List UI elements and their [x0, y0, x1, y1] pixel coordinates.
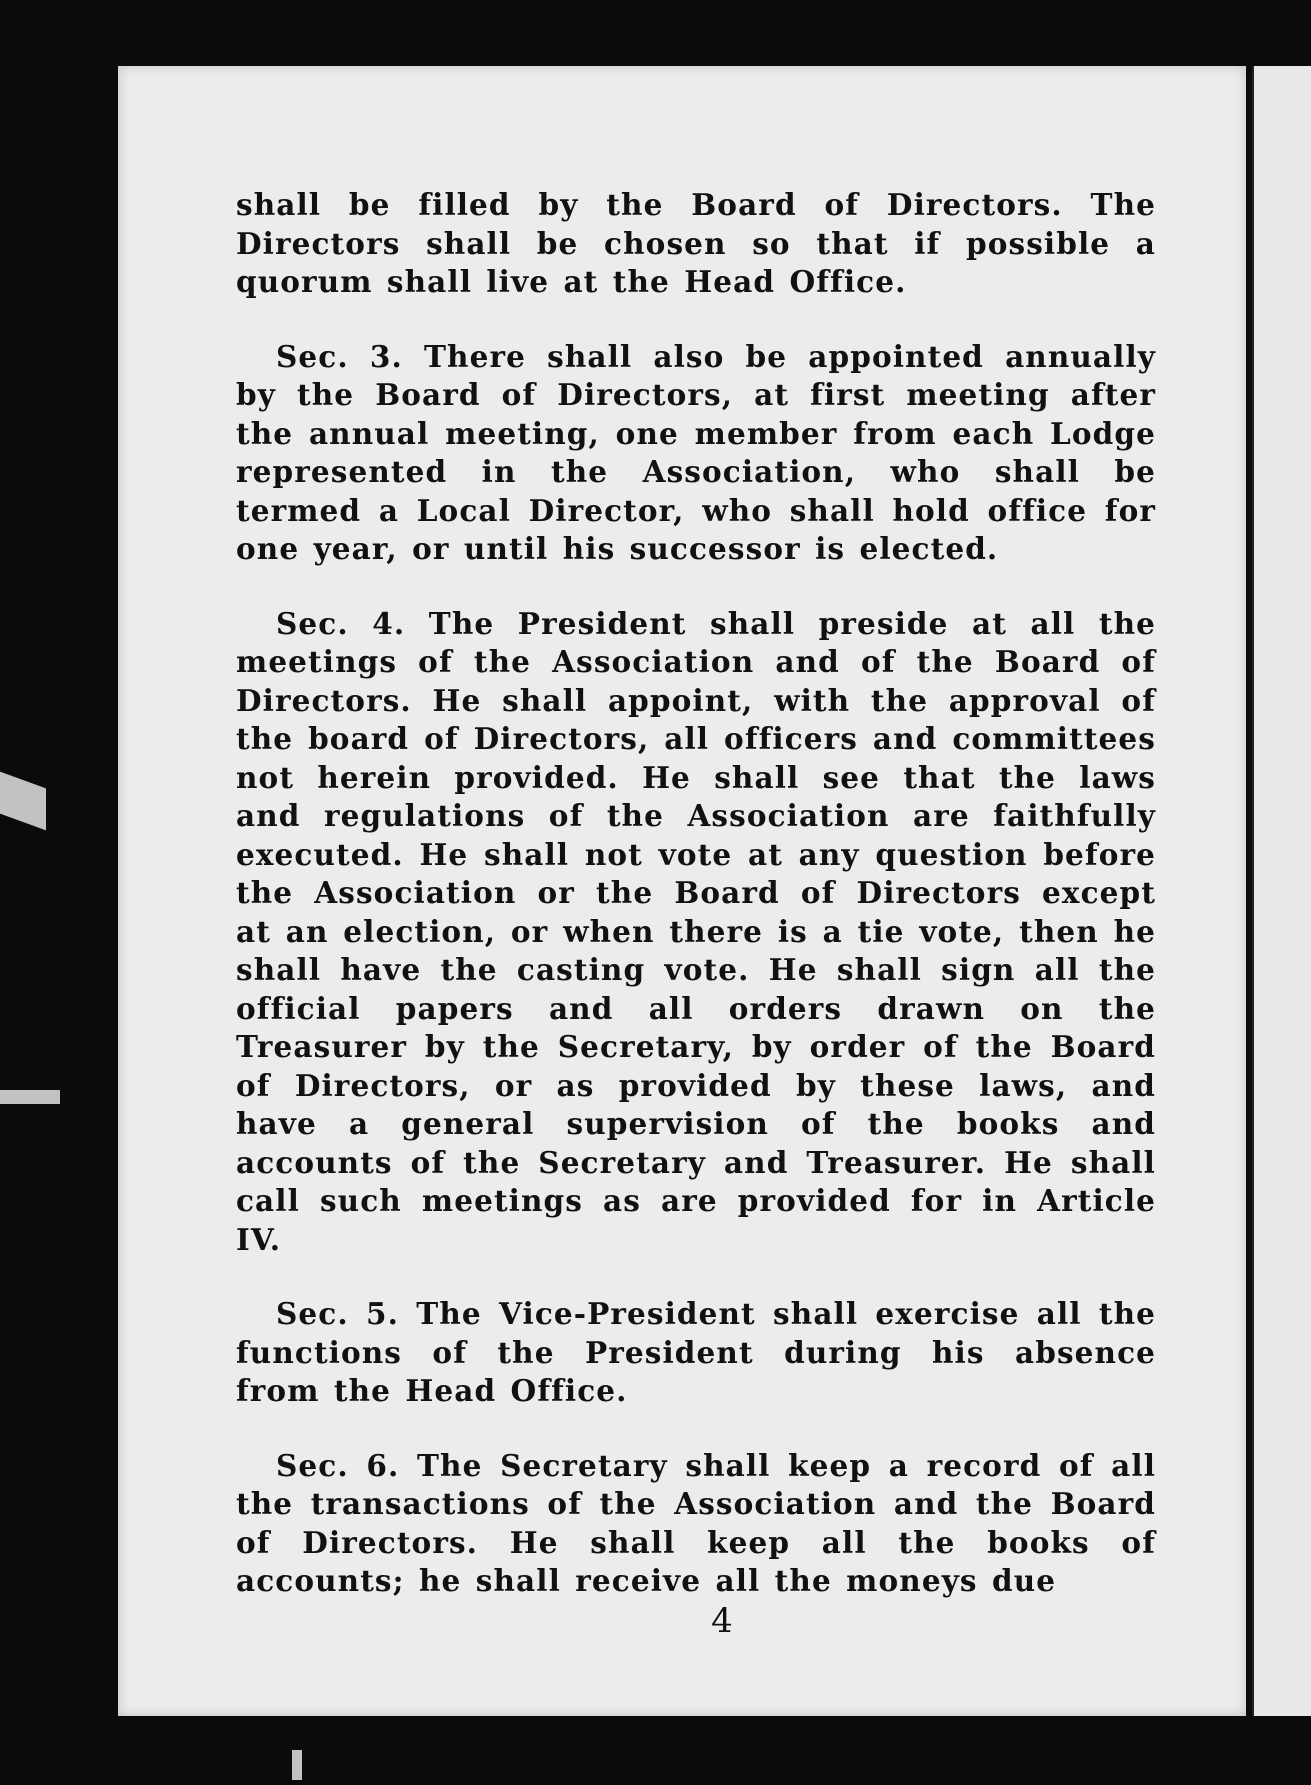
paragraph-sec-5: Sec. 5. The Vice-President shall exercise all the functions of the President during his absence from the Head Office.	[236, 1296, 1156, 1408]
paragraph-sec-6: Sec. 6. The Secretary shall keep a record of all the transactions of the Association and the Board of Directors. He shall keep all the books of accounts; he shall receive all the moneys due	[236, 1447, 1156, 1598]
facing-page-edge	[1252, 66, 1311, 1716]
page-body-text	[236, 186, 1156, 1637]
scan-artifact-bottom	[292, 1750, 302, 1780]
scanned-page	[118, 66, 1246, 1716]
scan-artifact-left	[0, 772, 46, 831]
paragraph-sec-3: Sec. 3. There shall also be appointed annually by the Board of Directors, at first meeting after the annual meeting, one member from each Lodge represented in the Association, who shall be termed a Local Director, who shall hold office for one year, or until his successor is elected.	[236, 338, 1156, 566]
page-number: 4	[711, 1601, 733, 1641]
paragraph-continuation: shall be filled by the Board of Directors. The Directors shall be chosen so that if possible a quorum shall live at the Head Office.	[236, 187, 1156, 299]
paragraph-sec-4: Sec. 4. The President shall preside at all the meetings of the Association and of the Board of Directors. He shall appoint, with the approval of the board of Directors, all officers and committees not herein provided. He shall see that the laws and regulations of the Association are faithfully executed. He shall not vote at any question before the Association or the Board of Directors except at an election, or when there is a tie vote, then he shall have the casting vote. He shall sign all the official papers and all orders drawn on the Treasurer by the Secretary, by order of the Board of Directors, or as provided by these laws, and have a general supervision of the books and accounts of the Secretary and Treasurer. He shall call such meetings as are provided for in Article IV.	[236, 605, 1156, 1257]
scan-artifact-left-lower	[0, 1090, 60, 1104]
